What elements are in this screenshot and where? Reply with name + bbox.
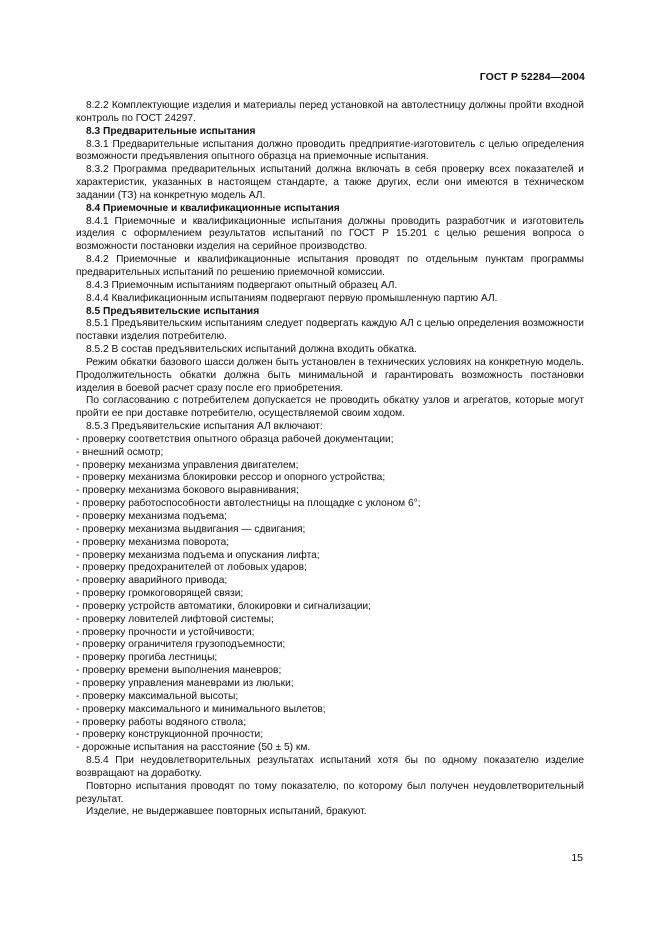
list-item: - проверку устройств автоматики, блокировки и сигнализации; [76,600,371,612]
paragraph: По согласованию с потребителем допускается не проводить обкатку узлов и агрегатов, которые могут пройти ее при доставке потребителю, осуществляемой своим ходом. [76,395,584,420]
paragraph: 8.3.2 Программа предварительных испытаний должна включать в себя проверку всех показателей и характеристик, указанных в настоящем стандарте, а также других, если они имеются в техническом задании (ТЗ) на конкретную модель АЛ. [76,164,584,201]
list-item: - проверку ловителей лифтовой системы; [76,613,274,625]
paragraph: Изделие, не выдержавшее повторных испытаний, бракуют. [86,806,367,818]
list-item: - проверку максимальной высоты; [76,690,239,702]
list-item: - проверку механизма поворота; [76,536,230,548]
list-item: - проверку соответствия опытного образца рабочей документации; [76,433,394,445]
list-item: - проверку ограничителя грузоподъемности; [76,639,286,651]
list-item: - проверку работоспособности автолестницы на площадке с уклоном 6°; [76,498,421,510]
paragraph: 8.5.4 При неудовлетворительных результатах испытаний хотя бы по одному показателю изделие возвращают на доработку. [76,755,584,779]
list-item: - проверку конструкционной прочности; [76,729,264,741]
list-item: - проверку аварийного привода; [76,575,228,587]
section-heading: 8.3 Предварительные испытания [86,125,256,137]
list-item: - проверку работы водяного ствола; [76,716,247,728]
list-item: - проверку управления маневрами из люльки; [76,677,294,689]
list-item: - проверку механизма блокировки рессор и опорного устройства; [76,472,386,484]
paragraph: 8.3.1 Предварительные испытания должно проводить предприятие-изготовитель с целью определения возможности предъявления опытного образца на приемочные испытания. [76,138,584,163]
list-item: - проверку механизма подъема; [76,511,227,522]
list-item: - проверку прогиба лестницы; [76,652,218,664]
list-item: - проверку предохранителей от лобовых ударов; [76,562,307,574]
list-item: - проверку механизма управления двигателем; [76,459,299,471]
paragraph: Режим обкатки базового шасси должен быть установлен в технических условиях на конкретную модель. Продолжительность обкатки должна быть минимальной и гарантировать возможность постановки изделия в боевой расчет сразу после его приобретения. [76,356,584,394]
section-heading: 8.5 Предъявительские испытания [86,305,260,317]
paragraph: 8.5.1 Предъявительским испытаниям следует подвергать каждую АЛ с целью определения возможности поставки изделия потребителю. [76,318,584,343]
list-item: - проверку прочности и устойчивости; [76,626,255,638]
paragraph: 8.4.3 Приемочным испытаниям подвергают опытный образец АЛ. [86,279,398,291]
document-body [76,100,584,819]
list-item: - проверку громкоговорящей связи; [76,588,244,600]
document-header: ГОСТ Р 52284—2004 [479,71,585,83]
list-item: - проверку механизма бокового выравнивания; [76,485,299,497]
paragraph: 8.4.1 Приемочные и квалификационные испытания должны проводить разработчик и изготовитель изделия с оформлением результатов испытаний по ГОСТ Р 15.201 с целью решения вопроса о возможности постановки изделия на серийное производство. [76,215,584,253]
paragraph: 8.5.3 Предъявительские испытания АЛ включают: [86,421,323,433]
list-item: - проверку времени выполнения маневров; [76,665,282,677]
list-item: - проверку механизма выдвигания — сдвигания; [76,523,306,535]
paragraph: 8.2.2 Комплектующие изделия и материалы перед установкой на автолестницу должны пройти входной контроль по ГОСТ 24297. [76,100,584,124]
paragraph: Повторно испытания проводят по тому показателю, по которому был получен неудовлетворительный результат. [76,780,584,805]
paragraph: 8.4.2 Приемочные и квалификационные испытания проводят по отдельным пунктам программы предварительных испытаний по решению приемочной комиссии. [76,254,584,278]
list-item: - проверку механизма подъема и опускания лифта; [76,549,320,561]
paragraph: 8.4.4 Квалификационным испытаниям подвергают первую промышленную партию АЛ. [86,292,498,304]
list-item: - внешний осмотр; [76,446,164,458]
list-item: - дорожные испытания на расстояние (50 ± 5) км. [76,742,311,754]
page-number: 15 [571,852,583,864]
list-item: - проверку максимального и минимального вылетов; [76,703,326,715]
paragraph: 8.5.2 В состав предъявительских испытаний должна входить обкатка. [86,344,417,356]
section-heading: 8.4 Приемочные и квалификационные испытания [86,202,340,214]
